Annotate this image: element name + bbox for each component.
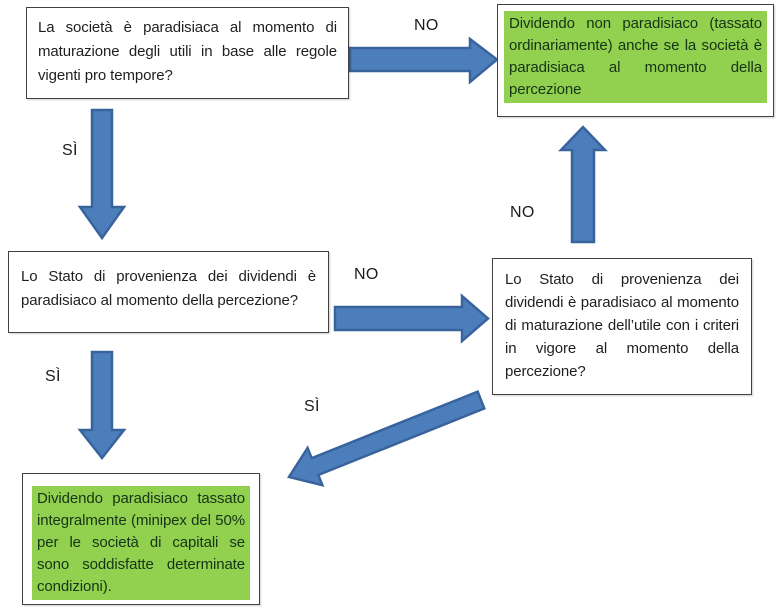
question-box-state-at-perception — [8, 251, 329, 333]
edge-label-si-left-top: SÌ — [62, 142, 78, 159]
arrow-q1-to-q2-down-icon — [80, 110, 124, 238]
edge-label-no-middle: NO — [354, 266, 379, 283]
question-box-company-paradise — [26, 7, 349, 99]
edge-label-no-top: NO — [414, 17, 439, 34]
arrow-q3-to-r1-up-icon — [561, 127, 605, 242]
outcome-text-highlighted: Dividendo paradisiaco tassato integralmente (minipex del 50% per le società di capitali se sono soddisfatte determinate condizioni). — [32, 486, 250, 600]
arrow-q2-to-q3-right-icon — [335, 296, 488, 341]
edge-label-no-right: NO — [510, 204, 535, 221]
question-box-state-at-accrual — [492, 258, 752, 395]
edge-label-si-diagonal: SÌ — [304, 398, 320, 415]
arrow-q2-to-r2-down-icon — [80, 352, 124, 458]
outcome-text-highlighted: Dividendo non paradisiaco (tassato ordinariamente) anche se la società è paradisiaca al momento della percezione — [504, 11, 767, 103]
question-text: Lo Stato di provenienza dei dividendi è paradisiaco al momento di maturazione dell’utile con i criteri in vigore al momento della percezione? — [505, 271, 739, 380]
arrow-q1-to-r1-right-icon — [350, 39, 497, 82]
question-text: La società è paradisiaca al momento di maturazione degli utili in base alle regole vigenti pro tempore? — [38, 19, 337, 84]
outcome-box-paradise-dividend-taxed — [22, 473, 260, 605]
question-text: Lo Stato di provenienza dei dividendi è paradisiaco al momento della percezione? — [21, 268, 316, 309]
edge-label-si-left-bottom: SÌ — [45, 368, 61, 385]
outcome-box-non-paradise-dividend — [497, 4, 774, 117]
